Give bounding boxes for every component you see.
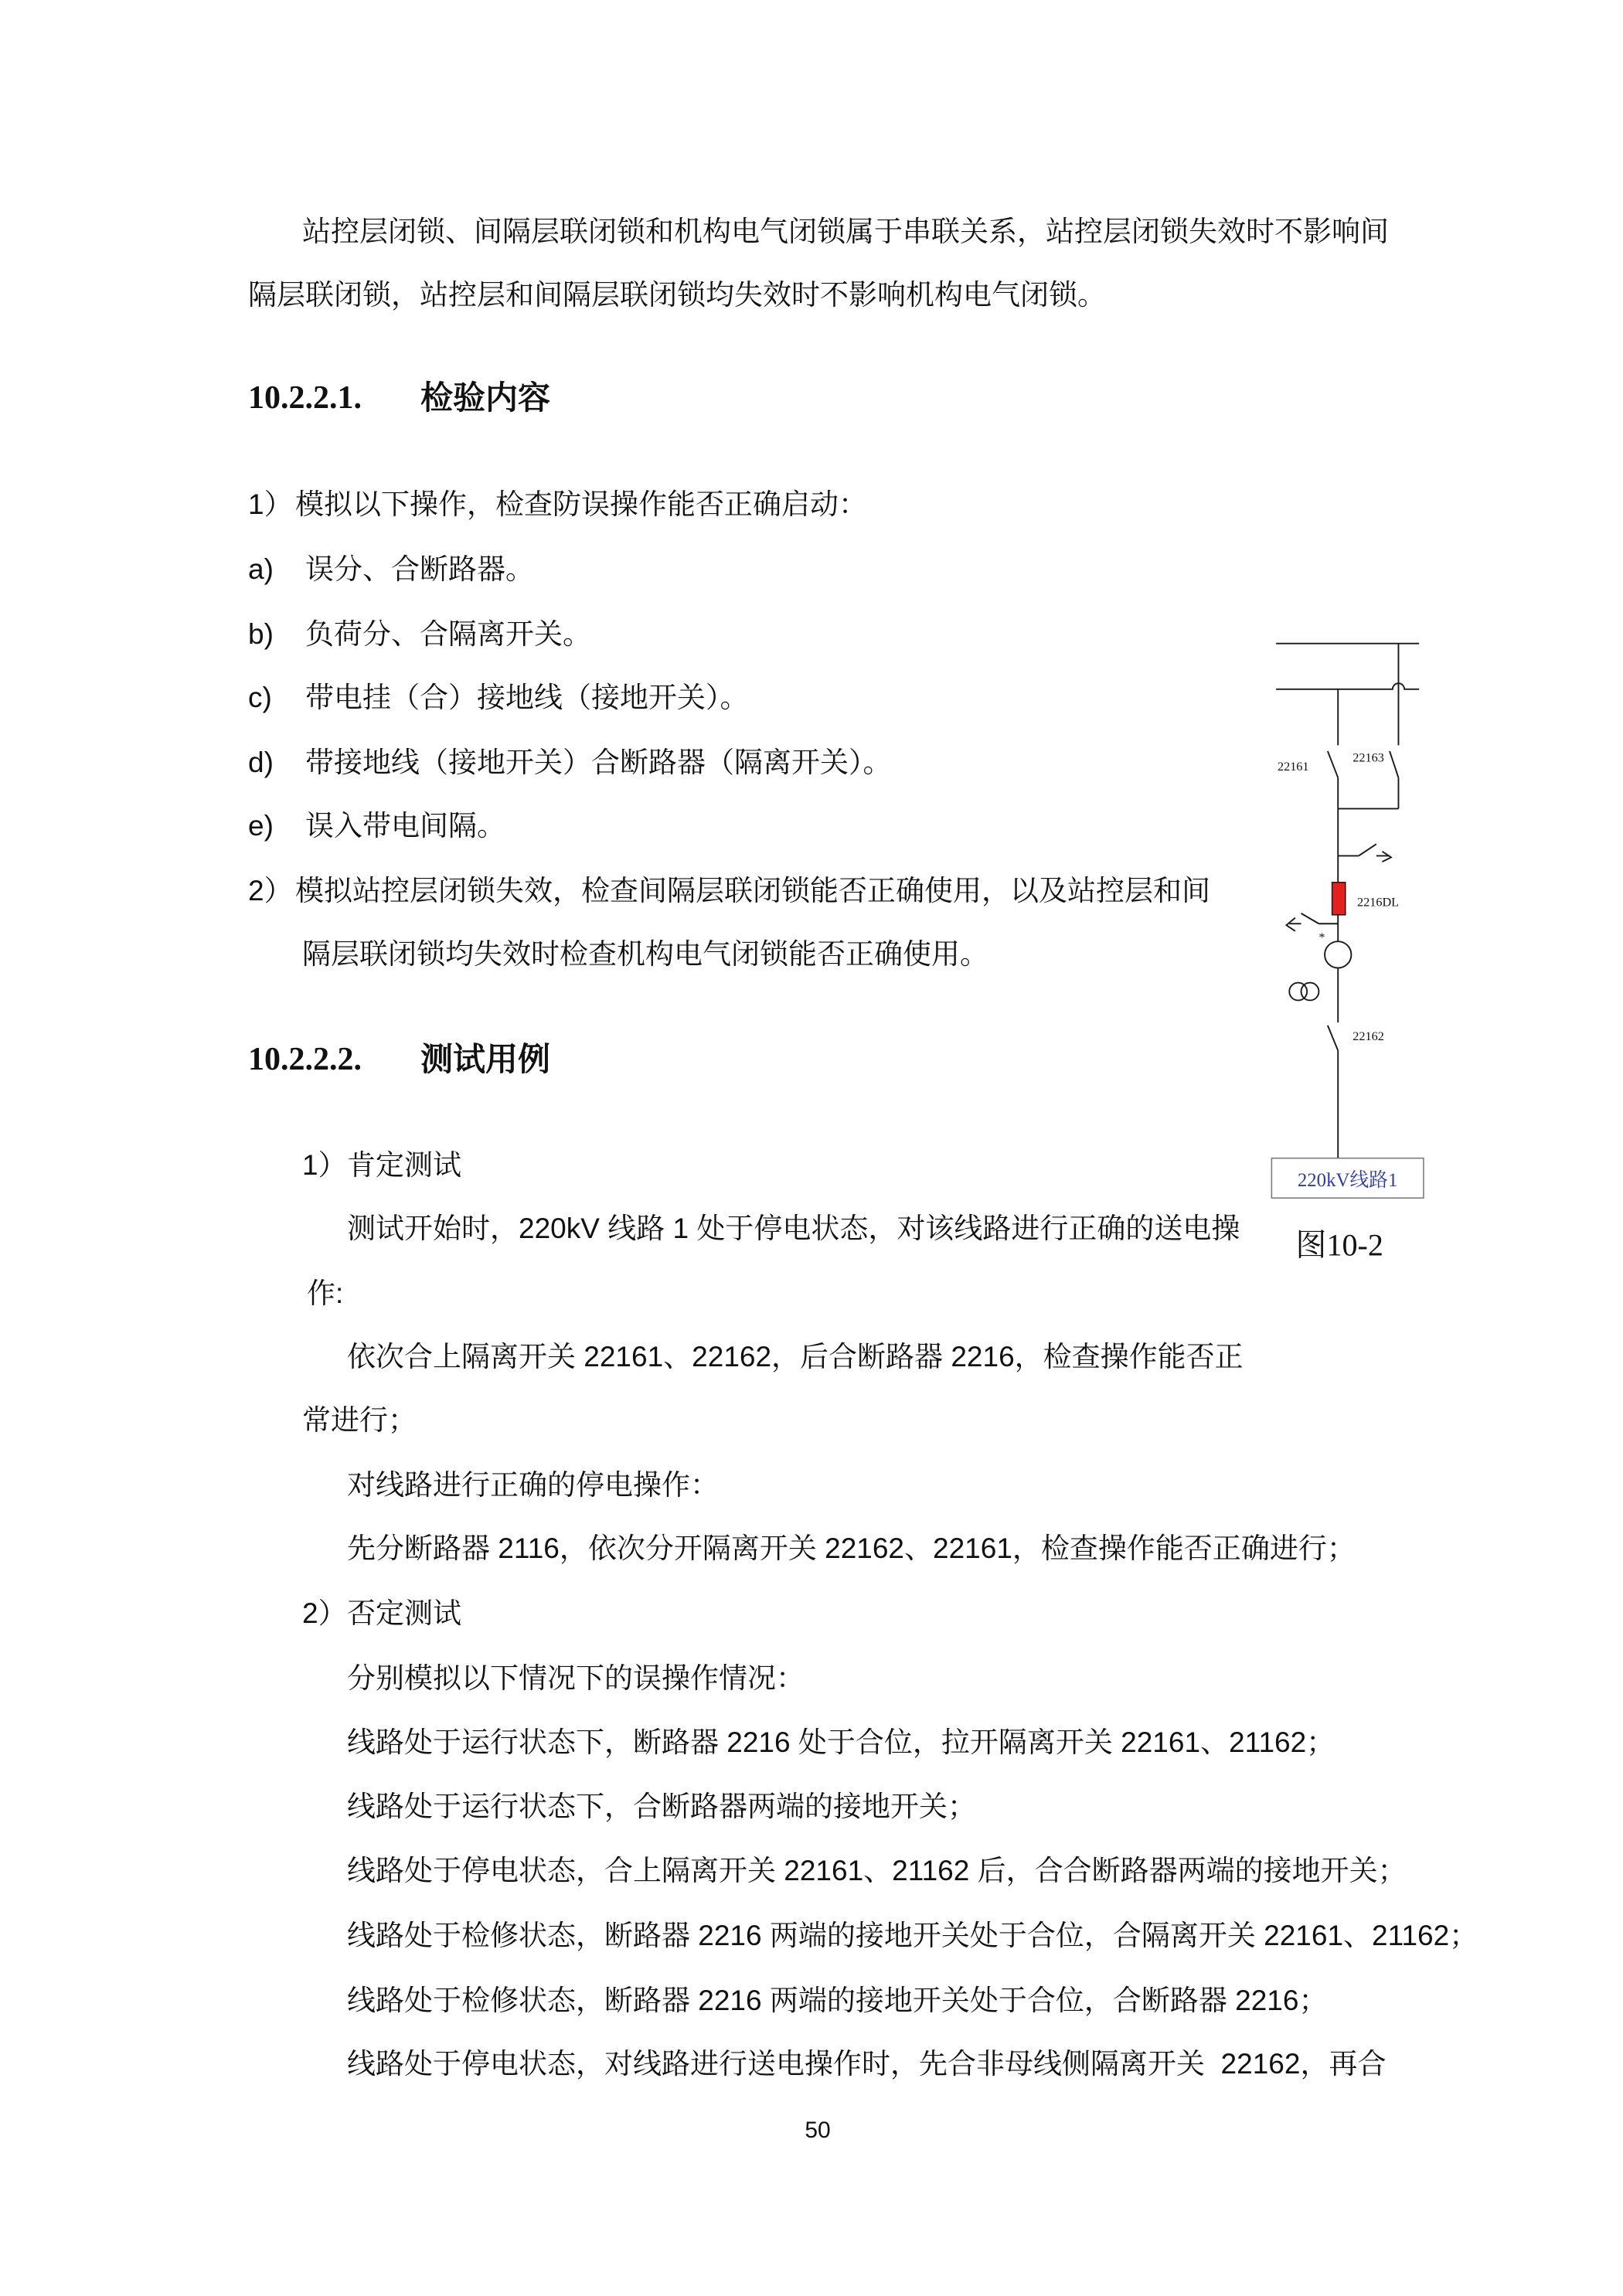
label-switch-right: 22163 (1352, 750, 1384, 765)
earth-switch-upper-blade (1359, 844, 1376, 855)
sub-list-marker: e) (248, 810, 274, 842)
current-transformer-icon (1325, 941, 1351, 968)
label-breaker: 2216DL (1357, 895, 1400, 910)
test-line: 作: (307, 1277, 344, 1309)
section-title: 检验内容 (420, 379, 551, 416)
circuit-breaker-icon (1332, 883, 1346, 915)
intro-line: 隔层联闭锁，站控层和间隔层联闭锁均失效时不影响机构电气闭锁。 (248, 279, 1106, 311)
test-line: 对线路进行正确的停电操作： (347, 1469, 719, 1501)
sub-list-marker: d) (248, 747, 274, 778)
sub-list-text: 带接地线（接地开关）合断路器（隔离开关）。 (305, 747, 892, 778)
list-item-text: 模拟站控层闭锁失效，检查间隔层联闭锁能否正确使用，以及站控层和间 (295, 875, 1210, 906)
test-marker: 1） (302, 1149, 347, 1181)
disconnector-line-blade (1328, 1026, 1338, 1050)
sub-list-text: 误分、合断路器。 (305, 553, 534, 585)
test-line: 线路处于运行状态下，断路器 2216 处于合位，拉开隔离开关 22161、21162； (347, 1726, 1335, 1758)
sub-list-text: 误入带电间隔。 (305, 810, 505, 842)
busbar-lower (1276, 683, 1419, 689)
test-line: 常进行； (302, 1404, 417, 1436)
section-number: 10.2.2.2. (248, 1042, 362, 1077)
test-line: 线路处于停电状态，合上隔离开关 22161、21162 后，合合断路器两端的接地开关； (347, 1855, 1407, 1886)
test-line: 线路处于检修状态，断路器 2216 两端的接地开关处于合位，合断路器 2216； (347, 1985, 1328, 2016)
test-marker: 2） (302, 1597, 347, 1629)
intro-line: 站控层闭锁、间隔层联闭锁和机构电气闭锁属于串联关系，站控层闭锁失效时不影响间 (302, 216, 1389, 247)
sub-list-marker: b) (248, 618, 274, 650)
wiring-diagram (1261, 634, 1438, 1269)
page-number: 50 (805, 2117, 831, 2143)
test-line: 线路处于停电状态，对线路进行送电操作时，先合非母线侧隔离开关 22162，再合 (347, 2048, 1387, 2080)
sub-list-marker: c) (248, 682, 272, 713)
label-switch-left: 22161 (1277, 759, 1309, 774)
section-number: 10.2.2.1. (248, 380, 362, 416)
test-line: 测试开始时，220kV 线路 1 处于停电状态，对该线路进行正确的送电操 (347, 1213, 1240, 1244)
section-title: 测试用例 (420, 1041, 551, 1077)
list-item-text: 模拟以下操作，检查防误操作能否正确启动： (295, 488, 867, 520)
test-line: 先分断路器 2116，依次分开隔离开关 22162、22161，检查操作能否正确进行； (347, 1532, 1356, 1564)
earth-switch-lower-blade (1301, 913, 1319, 924)
list-item-text: 隔层联闭锁均失效时检查机构电气闭锁能否正确使用。 (302, 938, 988, 970)
test-title: 否定测试 (347, 1597, 461, 1629)
figure-caption: 图10-2 (1295, 1227, 1383, 1263)
voltage-transformer-icon (1301, 983, 1319, 1001)
earth-switch-upper-arrow-icon (1382, 852, 1390, 862)
disconnector-right-blade (1390, 751, 1398, 777)
test-title: 肯定测试 (347, 1149, 461, 1181)
test-line: 线路处于检修状态，断路器 2216 两端的接地开关处于合位，合隔离开关 22161、21162； (347, 1920, 1478, 1951)
label-switch-line: 22162 (1352, 1029, 1384, 1043)
test-line: 分别模拟以下情况下的误操作情况： (347, 1662, 805, 1694)
disconnector-left-blade (1328, 751, 1338, 777)
sub-list-marker: a) (248, 553, 274, 585)
list-marker: 1） (248, 488, 293, 520)
line-name-label: 220kV线路1 (1297, 1169, 1398, 1191)
test-line: 依次合上隔离开关 22161、22162，后合断路器 2216，检查操作能否正 (347, 1341, 1244, 1372)
list-marker: 2） (248, 875, 293, 906)
test-line: 线路处于运行状态下，合断路器两端的接地开关； (347, 1791, 976, 1822)
sub-list-text: 负荷分、合隔离开关。 (305, 618, 591, 650)
label-ct-mark: * (1318, 930, 1325, 945)
sub-list-text: 带电挂（合）接地线（接地开关）。 (305, 682, 749, 713)
